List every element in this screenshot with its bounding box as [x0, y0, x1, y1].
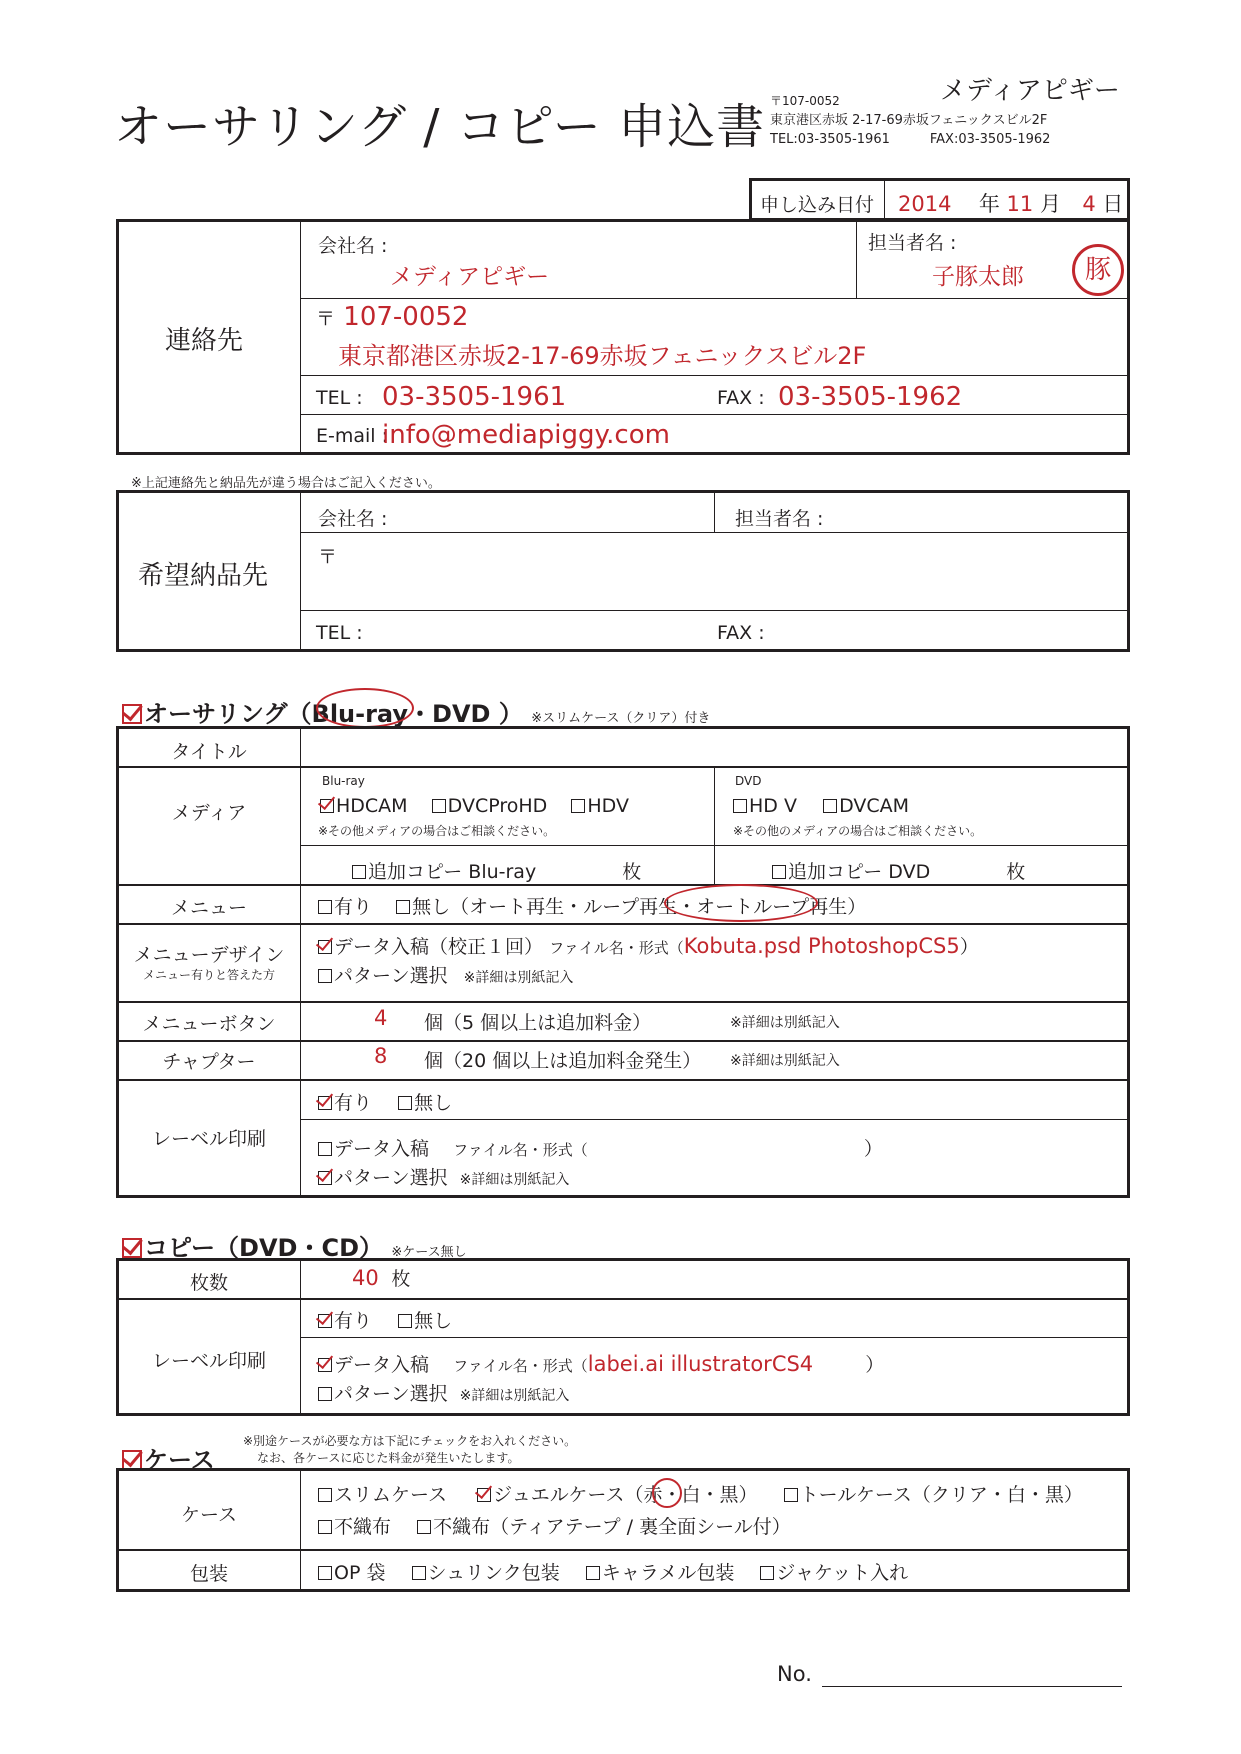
header-tel: TEL:03-3505-1961: [770, 132, 890, 147]
copy-print-file[interactable]: labei.ai illustratorCS4: [587, 1352, 814, 1376]
contact-email-label: E-mail :: [316, 425, 389, 447]
contact-person[interactable]: 子豚太郎: [932, 264, 1024, 290]
date-value[interactable]: [898, 188, 1123, 218]
op-bag-checkbox[interactable]: [318, 1566, 332, 1580]
authoring-heading[interactable]: [122, 694, 710, 729]
delivery-person-label[interactable]: 担当者名 :: [735, 508, 824, 530]
delivery-company-label[interactable]: 会社名 :: [318, 508, 388, 530]
menu-close: ）: [847, 896, 867, 918]
copy-print-yesno[interactable]: [318, 1306, 452, 1333]
extra-bluray[interactable]: [352, 857, 641, 884]
copy-checkbox[interactable]: [122, 1238, 142, 1258]
jacket-checkbox[interactable]: [760, 1566, 774, 1580]
contact-address[interactable]: 東京都港区赤坂2-17-69赤坂フェニックスビル2F: [338, 342, 867, 370]
case-options-2[interactable]: [318, 1512, 791, 1539]
copy-count-row[interactable]: [352, 1264, 410, 1291]
extra-bluray-label: 追加コピー Blu-ray: [368, 861, 537, 883]
jewel-white: 白: [681, 1484, 701, 1506]
auth-print-yes: 有り: [334, 1092, 373, 1114]
hdv-checkbox[interactable]: [571, 799, 585, 813]
header-street: 東京港区赤坂 2-17-69赤坂フェニックスビル2F: [770, 113, 1048, 128]
design-sub: メニュー有りと答えた方: [142, 968, 275, 982]
header-address: [770, 92, 1050, 149]
delivery-box: [116, 490, 1130, 652]
authoring-heading-text: オーサリング（: [144, 700, 312, 728]
hdv-label: HDV: [587, 795, 629, 817]
case-options-1[interactable]: [318, 1480, 1083, 1507]
auth-print-data-checkbox[interactable]: [318, 1142, 332, 1156]
hdcam-checkbox[interactable]: [320, 799, 334, 813]
copy-print-data: データ入稿: [334, 1354, 430, 1376]
contact-company[interactable]: メディアピギー: [390, 264, 550, 290]
contact-tel[interactable]: 03-3505-1961: [382, 382, 567, 412]
auth-print-pattern-row[interactable]: [318, 1163, 569, 1190]
date-year: 2014: [898, 192, 952, 216]
case-note-1: ※別途ケースが必要な方は下記にチェックをお入れください。: [243, 1434, 577, 1448]
contact-postal-code: 107-0052: [343, 302, 469, 332]
copy-print-data-row[interactable]: [318, 1350, 884, 1377]
hdcam-label: HDCAM: [336, 795, 408, 817]
nonwoven-label: 不織布: [334, 1516, 392, 1538]
hdv2-label: HD V: [749, 795, 797, 817]
copy-print-no-checkbox[interactable]: [398, 1314, 412, 1328]
header-fax: FAX:03-3505-1962: [929, 132, 1051, 147]
contact-email[interactable]: info@mediapiggy.com: [382, 420, 670, 450]
header-contact: [770, 130, 1050, 149]
chapter-see-sheet: ※詳細は別紙記入: [730, 1053, 840, 1069]
auth-print-data-row[interactable]: [318, 1134, 883, 1161]
case-label: ケース: [180, 1504, 238, 1526]
date-year-unit: 年: [978, 192, 1000, 216]
delivery-postal[interactable]: 〒: [318, 546, 338, 568]
extra-bluray-checkbox[interactable]: [352, 865, 366, 879]
authoring-heading-rest: ・DVD ）: [408, 700, 523, 728]
design-pattern-label: パターン選択: [334, 965, 448, 987]
button-label: メニューボタン: [142, 1013, 276, 1035]
dvcam-label: DVCAM: [839, 795, 910, 817]
media-label: メディア: [171, 802, 247, 824]
nonwoven-tape-checkbox[interactable]: [417, 1520, 431, 1534]
delivery-section-label: 希望納品先: [138, 561, 269, 591]
design-file-close: ）: [959, 936, 979, 958]
auto-loop-circle: [664, 884, 818, 922]
chapter-label: チャプター: [162, 1051, 256, 1073]
copy-print-label: レーベル印刷: [151, 1350, 266, 1372]
contact-fax[interactable]: 03-3505-1962: [778, 382, 963, 412]
authoring-checkbox[interactable]: [122, 704, 142, 724]
copy-print-see-sheet: ※詳細は別紙記入: [459, 1388, 570, 1404]
menu-no-label: 無し（オート再生・ループ再生・: [412, 896, 697, 918]
delivery-fax-label[interactable]: FAX :: [717, 622, 765, 644]
copy-print-yes: 有り: [334, 1310, 373, 1332]
seal-stamp: 豚: [1072, 244, 1124, 296]
auth-print-yes-checkbox[interactable]: [318, 1096, 332, 1110]
extra-dvd-checkbox[interactable]: [772, 865, 786, 879]
no-field[interactable]: [822, 1686, 1122, 1687]
brand-name: メディアピギー: [940, 76, 1120, 106]
contact-tel-label: TEL :: [316, 387, 363, 409]
button-see-sheet: ※詳細は別紙記入: [730, 1015, 840, 1031]
shrink-label: シュリンク包装: [427, 1562, 560, 1584]
shrink-checkbox[interactable]: [412, 1566, 426, 1580]
contact-section-label: 連絡先: [165, 326, 244, 356]
dvd-sub: DVD: [735, 774, 762, 788]
menu-no-checkbox[interactable]: [396, 900, 410, 914]
menu-yes-label: 有り: [334, 896, 373, 918]
pack-options[interactable]: [318, 1558, 908, 1585]
design-data-label: データ入稿（校正１回）: [334, 936, 544, 958]
pack-label: 包装: [189, 1563, 228, 1585]
contact-postal[interactable]: [316, 302, 468, 332]
copy-print-data-checkbox[interactable]: [318, 1358, 332, 1372]
auth-print-no: 無し: [414, 1092, 453, 1114]
caramel-checkbox[interactable]: [586, 1566, 600, 1580]
jewel-case-checkbox[interactable]: [477, 1488, 491, 1502]
title-field[interactable]: [302, 730, 1126, 764]
dvd-note: ※その他のメディアの場合はご相談ください。: [733, 824, 983, 838]
bluray-options[interactable]: [320, 795, 629, 817]
date-label: 申し込み日付: [760, 194, 875, 216]
hdv2-checkbox[interactable]: [733, 799, 747, 813]
no-label: No.: [777, 1662, 812, 1686]
design-data-checkbox[interactable]: [318, 940, 332, 954]
case-heading-text: ケース: [144, 1446, 215, 1474]
header-postal: 〒107-0052: [770, 94, 840, 108]
extra-bluray-unit: 枚: [622, 861, 642, 883]
copy-note: ※ケース無し: [391, 1245, 467, 1260]
bluray-sub: Blu-ray: [322, 774, 365, 788]
contact-company-label: 会社名 :: [318, 235, 388, 257]
contact-person-label: 担当者名 :: [868, 232, 957, 254]
design-pattern-checkbox[interactable]: [318, 969, 332, 983]
jewel-case-end: ・黒）: [700, 1484, 758, 1506]
delivery-tel-label[interactable]: TEL :: [316, 622, 363, 644]
design-see-sheet: ※詳細は別紙記入: [463, 970, 574, 986]
case-note-2: なお、各ケースに応じた料金が発生いたします。: [257, 1451, 520, 1465]
auth-print-data: データ入稿: [334, 1138, 430, 1160]
auth-print-no-checkbox[interactable]: [398, 1096, 412, 1110]
auth-print-label: レーベル印刷: [151, 1128, 266, 1150]
chapter-text: 個（20 個以上は追加料金発生）: [424, 1050, 702, 1072]
dvcprohd-label: DVCProHD: [447, 795, 548, 817]
op-bag-label: OP 袋: [334, 1562, 386, 1584]
copy-count-unit: 枚: [391, 1268, 411, 1290]
date-month-unit: 月: [1039, 192, 1061, 216]
postal-mark: 〒: [316, 308, 336, 330]
jacket-label: ジャケット入れ: [776, 1562, 909, 1584]
date-day: 4: [1082, 192, 1096, 216]
copy-print-pattern: パターン選択: [334, 1383, 448, 1405]
auth-print-pattern: パターン選択: [334, 1167, 448, 1189]
case-checkbox[interactable]: [122, 1450, 142, 1470]
tall-case-label: トールケース（クリア・白・黒）: [799, 1484, 1083, 1506]
date-day-unit: 日: [1102, 192, 1124, 216]
copy-print-pattern-row[interactable]: [318, 1379, 569, 1406]
extra-dvd-label: 追加コピー DVD: [788, 861, 931, 883]
menu-yes-checkbox[interactable]: [318, 900, 332, 914]
button-count[interactable]: 4: [374, 1006, 388, 1030]
authoring-note: ※スリムケース（クリア）付き: [531, 711, 711, 726]
bluray-circle: [316, 688, 414, 728]
design-pattern-row[interactable]: [318, 961, 573, 988]
authoring-bluray: Blu-ray: [311, 700, 409, 728]
copy-print-file-label: ファイル名・形式（: [453, 1357, 588, 1375]
delivery-note: ※上記連絡先と納品先が違う場合はご記入ください。: [131, 476, 441, 491]
slim-case-label: スリムケース: [334, 1484, 448, 1506]
auth-print-file-label: ファイル名・形式（: [453, 1141, 588, 1159]
auth-print-file-close: ）: [863, 1138, 883, 1160]
copy-print-pattern-checkbox[interactable]: [318, 1387, 332, 1401]
jewel-case-label: ジュエルケース（赤・: [493, 1484, 682, 1506]
menu-auto-loop: オートループ再生: [696, 896, 848, 918]
dvcprohd-checkbox[interactable]: [432, 799, 446, 813]
copy-count-label: 枚数: [189, 1272, 228, 1294]
auth-print-pattern-checkbox[interactable]: [318, 1171, 332, 1185]
caramel-label: キャラメル包装: [601, 1562, 735, 1584]
design-label: メニューデザイン: [133, 944, 285, 966]
copy-heading-text: コピー（DVD・CD）: [144, 1234, 383, 1262]
extra-dvd-unit: 枚: [1006, 861, 1026, 883]
chapter-count[interactable]: 8: [374, 1044, 388, 1068]
menu-label: メニュー: [170, 897, 247, 919]
design-file[interactable]: Kobuta.psd PhotoshopCS5: [683, 934, 960, 958]
extra-dvd[interactable]: [772, 857, 1025, 884]
auth-print-yesno[interactable]: [318, 1088, 452, 1115]
design-data-row[interactable]: [318, 932, 979, 959]
nonwoven-tape-label: 不織布（ティアテープ / 裏全面シール付）: [433, 1516, 791, 1538]
nonwoven-checkbox[interactable]: [318, 1520, 332, 1534]
tall-case-checkbox[interactable]: [784, 1488, 798, 1502]
bluray-note: ※その他メディアの場合はご相談ください。: [318, 824, 556, 838]
date-month: 11: [1006, 192, 1034, 216]
copy-print-no: 無し: [414, 1310, 453, 1332]
slim-case-checkbox[interactable]: [318, 1488, 332, 1502]
copy-count: 40: [352, 1266, 379, 1290]
white-circle: [652, 1478, 682, 1508]
design-file-label: ファイル名・形式（: [549, 939, 684, 957]
title-label: タイトル: [171, 741, 247, 763]
copy-print-yes-checkbox[interactable]: [318, 1314, 332, 1328]
contact-fax-label: FAX :: [717, 387, 765, 409]
button-text: 個（5 個以上は追加料金）: [424, 1012, 652, 1034]
page-title: オーサリング / コピー 申込書: [114, 99, 766, 155]
dvcam-checkbox[interactable]: [823, 799, 837, 813]
dvd-options[interactable]: [733, 795, 909, 817]
auth-print-see-sheet: ※詳細は別紙記入: [459, 1172, 570, 1188]
copy-print-file-close: ）: [865, 1354, 885, 1376]
